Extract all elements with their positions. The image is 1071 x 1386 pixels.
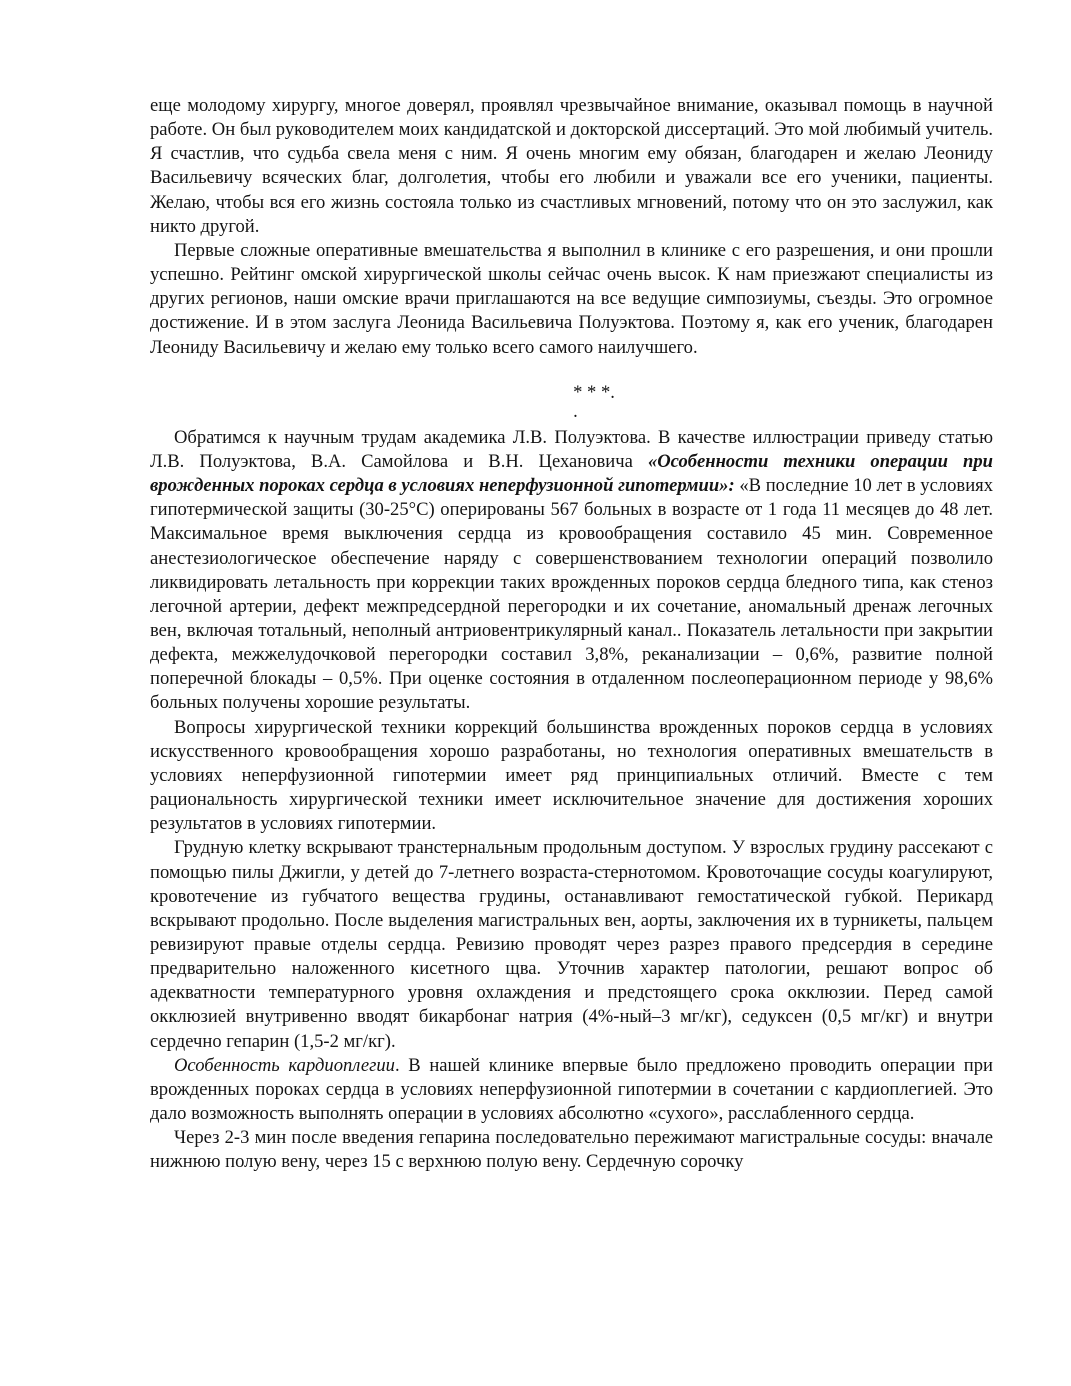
paragraph-3-intro: Обратимся к научным трудам академика Л.В. Полуэктова. В качестве иллюстрации приведу статью Л.В. Полуэктова, В.А. Самойлова и В.Н. Цехановича [150,426,993,472]
separator-dot: . [573,400,578,422]
paragraph-7: Через 2-3 мин после введения гепарина последовательно пережимают магистральные сосуды: вначале нижнюю полую вену, через 15 с верхнюю полую вену. Сердечную сорочку [150,1127,993,1173]
article-title: «Особенности техники операции при врожденных пороках сердца в условиях неперфузионной гипотермии»: [150,450,993,497]
paragraph-2: Первые сложные оперативные вмешательства я выполнил в клинике с его разрешения, и они прошли успешно. Рейтинг омской хирургической школы сейчас очень высок. К нам приезжают специалисты из других регионов, наши омские врачи приглашаются на все ведущие симпозиумы, съезды. Это огромное достижение. И в этом заслуга Леонида Васильевича Полуэктова. Поэтому я, как его ученик, благодарен Леониду Васильевичу и желаю ему только всего самого наилучшего. [150,239,993,358]
cardioplegia-heading: Особенность кардиоплегии [174,1054,395,1076]
section-separator: * * *. [573,381,615,403]
paragraph-5: Грудную клетку вскрывают транстернальным продольным доступом. У взрослых грудину рассекают с помощью пилы Джигли, у детей до 7-летнего возраста-стернотомом. Кровоточащие сосуды коагулируют, кровотечение из губчатого вещества грудины, останавливают гемостатической губкой. Перикард вскрывают продольно. После выделения магистральных вен, аорты, заключения их в турникеты, пальцем ревизируют правые отделы сердца. Ревизию проводят через разрез правого предсердия в середине предварительно наложенного кисетного щва. Уточнив характер патологии, решают вопрос об адекватности температурного уровня охлаждения и предстоящего срока окклюзии. Перед самой окклюзией внутривенно вводят бикарбонаг натрия (4%-ный–3 мг/кг), седуксен (0,5 мг/кг) и внутри сердечно гепарин (1,5-2 мг/кг). [150,837,993,1052]
paragraph-1: еще молодому хирургу, многое доверял, проявлял чрезвычайное внимание, оказывал помощь в научной работе. Он был руководителем моих кандидатской и докторской диссертаций. Это мой любимый учитель. Я счастлив, что судьба свела меня с ним. Я очень многим ему обязан, благодарен и желаю Леониду Васильевичу всяческих благ, долголетия, чтобы его любили и уважали все его ученики, пациенты. Желаю, чтобы вся его жизнь состояла только из счастливых мгновений, потому что он это заслужил, как никто другой. [150,95,993,237]
paragraph-3 [150,426,993,716]
document-page [150,94,993,1175]
paragraph-4: Вопросы хирургической техники коррекций большинства врожденных пороков сердца в условиях искусственного кровообращения хорошо разработаны, но технология оперативных вмешательств в условиях неперфузионной гипотермии имеет ряд принципиальных отличий. Вместе с тем рациональность хирургической техники имеет исключительное значение для достижения хороших результатов в условиях гипотермии. [150,716,993,835]
paragraph-3-quote: «В последние 10 лет в условиях гипотермической защиты (30-25°С) оперированы 567 больных в возрасте от 1 года 11 месяцев до 48 лет. Максимальное время выключения сердца из кровообращения составило 45 мин. Современное анестезиологическое обеспечение наряду с совершенствованием технологии операций позволило ликвидировать летальность при коррекции таких врожденных пороков сердца бледного типа, как стеноз легочной артерии, дефект межпредсердной перегородки и их сочетание, аномальный дренаж легочных вен, включая тотальный, неполный антриовентрикулярный канал.. Показатель летальности при закрытии дефекта, межжелудочковой перегородки составил 3,8%, реканализации – 0,6%, развитие полной поперечной блокады – 0,5%. При оценке состояния в отдаленном послеоперационном периоде у 98,6% больных получены хорошие результаты. [150,475,993,714]
paragraph-6 [150,1054,993,1126]
paragraph-6-body: . В нашей клинике впервые было предложено проводить операции при врожденных пороках сердца в условиях неперфузионной гипотермии в сочетании с кардиоплегией. Это дало возможность выполнять операции в условиях абсолютно «сухого», расслабленного сердца. [150,1054,994,1125]
